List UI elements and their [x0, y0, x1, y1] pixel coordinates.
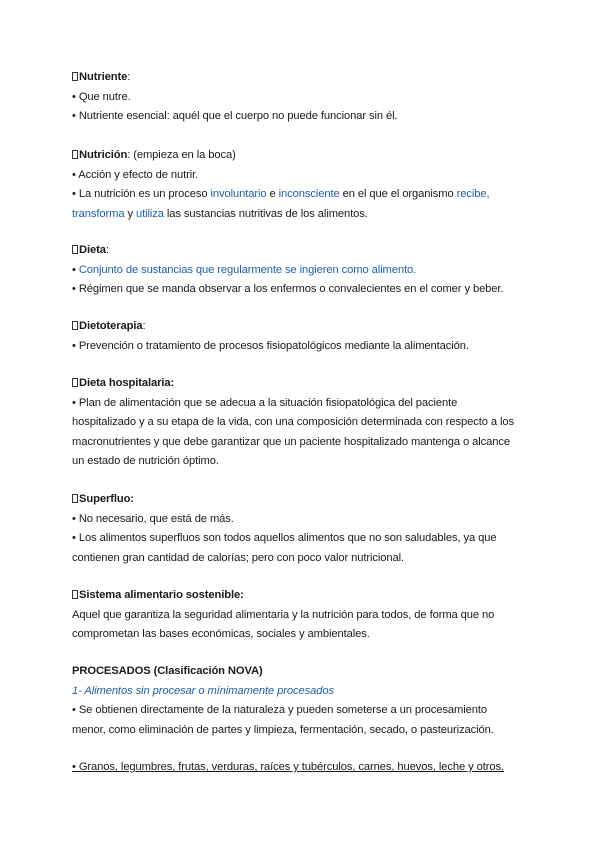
- list-item: transforma y utiliza las sustancias nutritivas de los alimentos.: [72, 207, 368, 220]
- term-involuntario: involuntario: [210, 188, 267, 200]
- heading-nutricion: Nutrición: (empieza en la boca): [72, 146, 532, 166]
- heading-superfluo: Superfluo:: [72, 490, 532, 510]
- section-examples: [72, 758, 532, 778]
- section-sistema-alimentario: [72, 586, 532, 645]
- list-item: • Conjunto de sustancias que regularmente se ingieren como alimento.: [72, 263, 417, 276]
- checkbox-glyph-icon: [72, 590, 78, 599]
- term-utiliza: utiliza: [135, 207, 164, 220]
- section-superfluo: [72, 490, 532, 568]
- section-procesados: [72, 662, 532, 740]
- checkbox-glyph-icon: [72, 494, 78, 503]
- list-item: • Que nutre.: [72, 90, 131, 103]
- list-item: • Régimen que se manda observar a los enfermos o convalecientes en el comer y beber.: [72, 283, 504, 295]
- section-dieta: [72, 241, 532, 300]
- paragraph-line: contienen gran cantidad de calorías; pero con poco valor nutricional.: [72, 551, 405, 564]
- list-item: • La nutrición es un proceso involuntario e inconsciente en el que el organismo recibe,: [72, 188, 490, 200]
- heading-dieta-hospitalaria: Dieta hospitalaria:: [72, 374, 532, 394]
- list-item: • Acción y efecto de nutrir.: [72, 168, 199, 181]
- subheading-sin-procesar: 1- Alimentos sin procesar o mínimamente procesados: [72, 684, 334, 697]
- paragraph-line: macronutrientes y que debe garantizar que un paciente hospitalizado mantenga o alcance: [72, 435, 510, 448]
- paragraph-line: un estado de nutrición óptimo.: [72, 455, 219, 467]
- heading-dietoterapia: Dietoterapia:: [72, 317, 532, 337]
- paragraph-line: comprometan las bases económicas, sociales y ambientales.: [72, 628, 370, 640]
- examples-list-item: • Granos, legumbres, frutas, verduras, raíces y tubérculos, carnes, huevos, leche y otros.: [72, 761, 505, 773]
- section-nutriente: [72, 68, 532, 127]
- checkbox-glyph-icon: [72, 150, 78, 159]
- list-item: • No necesario, que está de más.: [72, 512, 234, 525]
- list-item: • Prevención o tratamiento de procesos fisiopatológicos mediante la alimentación.: [72, 339, 469, 352]
- list-item: • Los alimentos superfluos son todos aquellos alimentos que no son saludables, ya que: [72, 532, 497, 544]
- checkbox-glyph-icon: [72, 321, 78, 330]
- list-item: • Nutriente esencial: aquél que el cuerpo no puede funcionar sin él.: [72, 110, 398, 122]
- heading-procesados: PROCESADOS (Clasificación NOVA): [72, 665, 263, 677]
- section-dieta-hospitalaria: [72, 374, 532, 472]
- term-recibe: recibe,: [456, 188, 490, 200]
- paragraph-line: menor, como eliminación de partes y limpieza, fermentación, secado, o pasteurización.: [72, 723, 494, 736]
- paragraph-line: Aquel que garantiza la seguridad alimentaria y la nutrición para todos, de forma que no: [72, 608, 495, 621]
- heading-sistema-alimentario: Sistema alimentario sostenible:: [72, 586, 532, 606]
- heading-nutriente: Nutriente:: [72, 68, 532, 88]
- term-transforma: transforma: [72, 207, 125, 220]
- list-item: • Se obtienen directamente de la naturaleza y pueden someterse a un procesamiento: [72, 704, 487, 716]
- term-inconsciente: inconsciente: [278, 188, 340, 200]
- paragraph-line: • Plan de alimentación que se adecua a la situación fisiopatológica del paciente: [72, 396, 458, 409]
- definition-dieta: Conjunto de sustancias que regularmente se ingieren como alimento.: [78, 263, 417, 276]
- checkbox-glyph-icon: [72, 72, 78, 81]
- checkbox-glyph-icon: [72, 378, 78, 387]
- heading-dieta: Dieta:: [72, 241, 532, 261]
- checkbox-glyph-icon: [72, 245, 78, 254]
- section-dietoterapia: [72, 317, 532, 356]
- paragraph-line: hospitalizado y a su etapa de la vida, con una composición determinada con respecto a los: [72, 416, 514, 428]
- section-nutricion: [72, 146, 532, 224]
